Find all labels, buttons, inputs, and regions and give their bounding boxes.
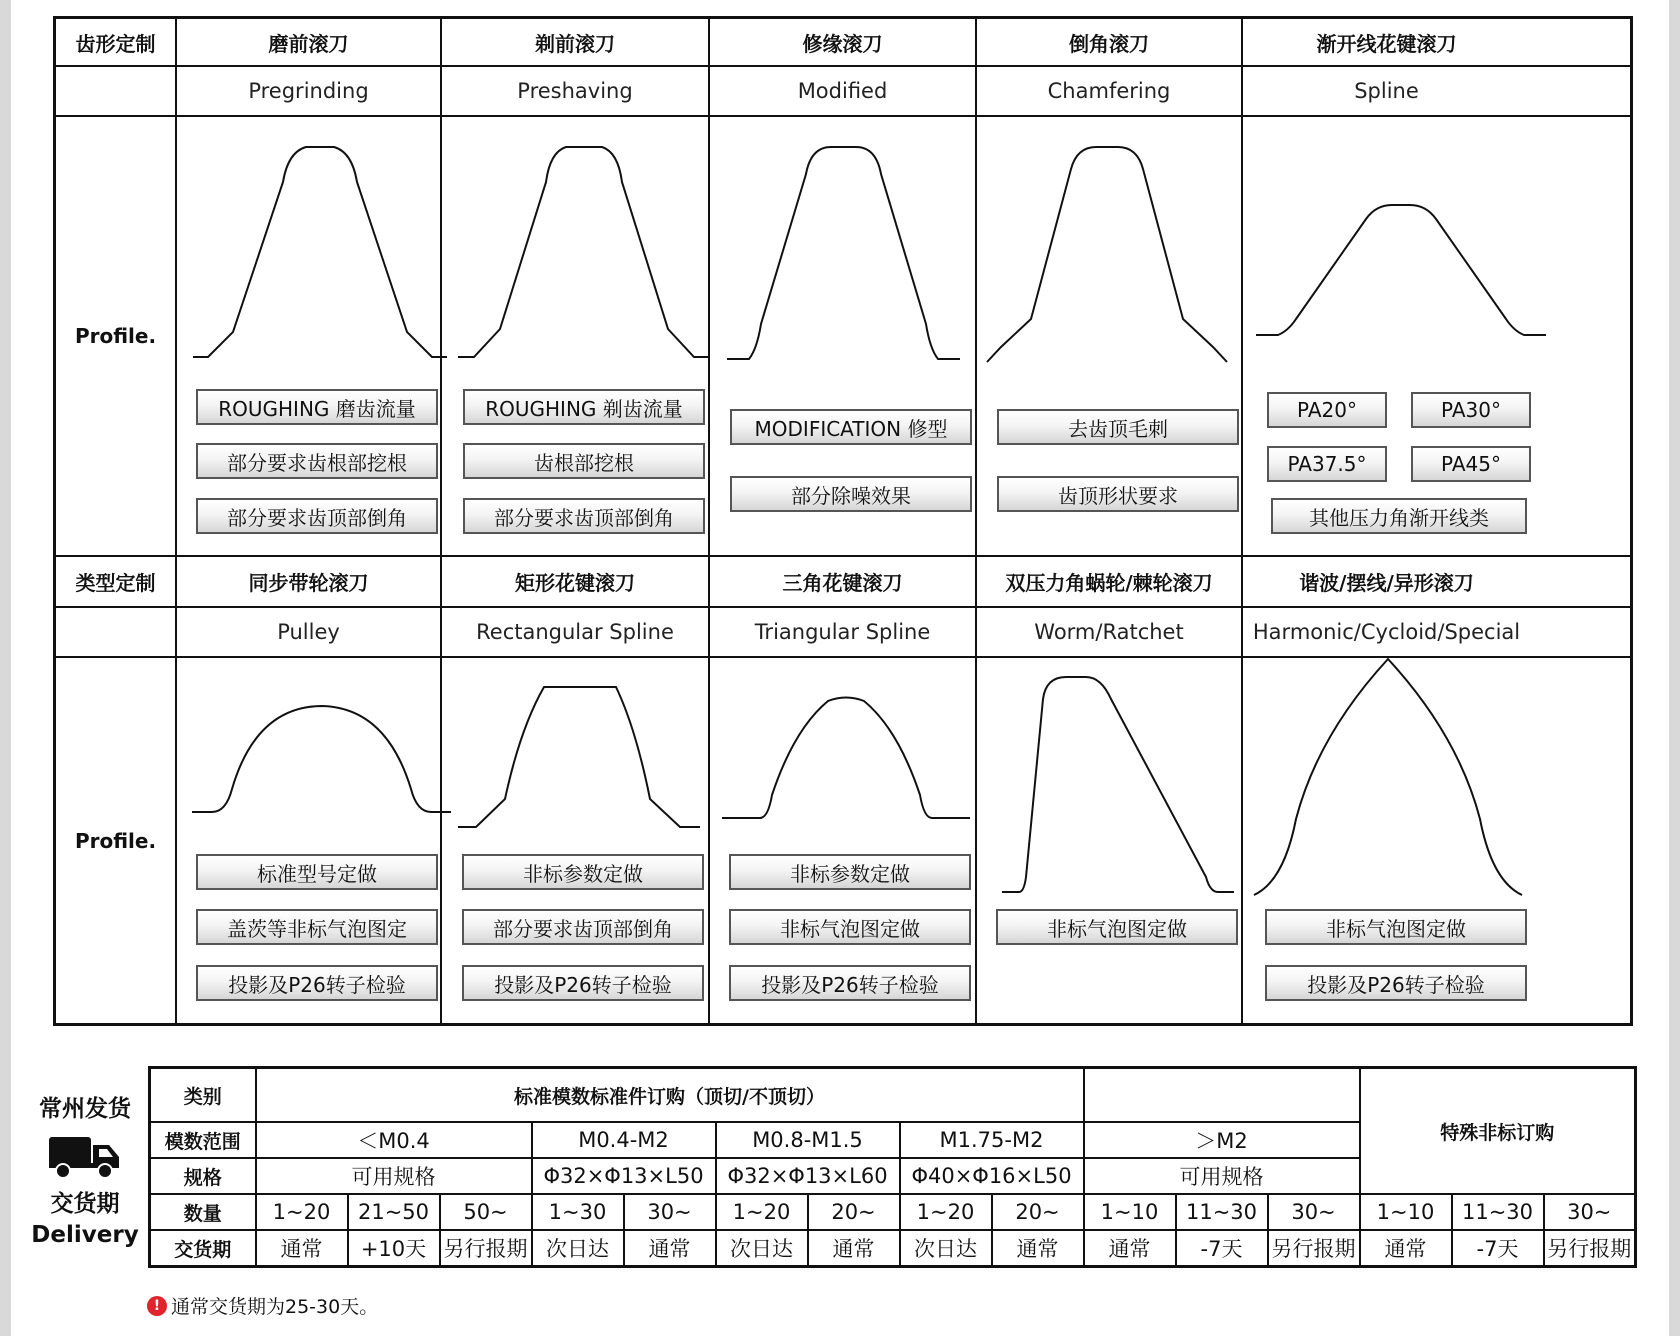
feature-tag: 部分要求齿顶部倒角 bbox=[463, 498, 705, 534]
row-head-type: 类型定制 bbox=[75, 571, 156, 595]
spec-cell: Φ32×Φ13×L50 bbox=[532, 1158, 716, 1194]
chamfering-profile bbox=[987, 147, 1227, 362]
qty-cell: 1~10 bbox=[1084, 1194, 1176, 1230]
qty-cell: 30~ bbox=[624, 1194, 716, 1230]
lead-cell: 次日达 bbox=[532, 1230, 624, 1267]
note-text: 通常交货期为25-30天。 bbox=[171, 1296, 379, 1318]
col-title-cn: 双压力角蜗轮/棘轮滚刀 bbox=[1005, 571, 1213, 595]
feature-tag: 标准型号定做 bbox=[196, 854, 438, 890]
col-title-en: Preshaving bbox=[517, 79, 633, 103]
th-standard-order: 标准模数标准件订购（顶切/不顶切） bbox=[256, 1068, 1084, 1123]
col-title-cn: 矩形花键滚刀 bbox=[515, 571, 635, 595]
module-cell: M0.8-M1.5 bbox=[716, 1122, 900, 1158]
qty-cell: 1~20 bbox=[716, 1194, 808, 1230]
feature-tag: 部分要求齿根部挖根 bbox=[196, 443, 438, 479]
worm-ratchet-profile bbox=[1002, 677, 1234, 892]
feature-tag: 部分要求齿顶部倒角 bbox=[196, 498, 438, 534]
lead-cell: 另行报期 bbox=[1268, 1230, 1360, 1267]
shipping-origin: 常州发货 bbox=[39, 1096, 131, 1122]
col-title-cn: 磨前滚刀 bbox=[268, 31, 349, 56]
qty-cell: 11~30 bbox=[1176, 1194, 1268, 1230]
feature-tag: ROUGHING 磨齿流量 bbox=[196, 389, 438, 425]
lead-cell: 通常 bbox=[624, 1230, 716, 1267]
pulley-profile bbox=[192, 706, 451, 812]
delivery-label-en: Delivery bbox=[31, 1222, 139, 1248]
feature-tag: 投影及P26转子检验 bbox=[462, 965, 704, 1001]
feature-tag: 部分除噪效果 bbox=[730, 476, 972, 512]
lead-cell: -7天 bbox=[1176, 1230, 1268, 1267]
qty-cell: 30~ bbox=[1544, 1194, 1636, 1230]
col-title-en: Spline bbox=[1354, 79, 1419, 103]
lead-cell: -7天 bbox=[1452, 1230, 1544, 1267]
col-title-en: Pulley bbox=[277, 620, 340, 644]
th-lead-time: 交货期 bbox=[150, 1230, 256, 1267]
lead-cell: +10天 bbox=[348, 1230, 440, 1267]
feature-tag: 投影及P26转子检验 bbox=[1265, 965, 1527, 1001]
col-title-en: Worm/Ratchet bbox=[1034, 620, 1184, 644]
th-module-range: 模数范围 bbox=[150, 1122, 256, 1158]
qty-cell: 1~20 bbox=[900, 1194, 992, 1230]
pressure-angle-tag: PA30° bbox=[1411, 392, 1531, 428]
lead-cell: 通常 bbox=[808, 1230, 900, 1267]
spec-cell: Φ32×Φ13×L60 bbox=[716, 1158, 900, 1194]
feature-tag: 其他压力角渐开线类 bbox=[1271, 498, 1527, 534]
lead-cell: 次日达 bbox=[900, 1230, 992, 1267]
module-cell: ＜M0.4 bbox=[256, 1122, 532, 1158]
lead-cell: 通常 bbox=[1360, 1230, 1452, 1267]
spec-cell: Φ40×Φ16×L50 bbox=[900, 1158, 1084, 1194]
col-title-en: Harmonic/Cycloid/Special bbox=[1252, 620, 1521, 644]
feature-tag: 去齿顶毛刺 bbox=[997, 409, 1239, 445]
qty-cell: 20~ bbox=[992, 1194, 1084, 1230]
qty-cell: 11~30 bbox=[1452, 1194, 1544, 1230]
special-profile bbox=[1254, 659, 1522, 895]
qty-cell: 1~10 bbox=[1360, 1194, 1452, 1230]
col-title-en: Pregrinding bbox=[248, 79, 369, 103]
module-cell: M1.75-M2 bbox=[900, 1122, 1084, 1158]
qty-cell: 50~ bbox=[440, 1194, 532, 1230]
feature-tag: 非标气泡图定做 bbox=[1265, 909, 1527, 945]
feature-tag: MODIFICATION 修型 bbox=[730, 409, 972, 445]
feature-tag: 非标气泡图定做 bbox=[996, 909, 1238, 945]
qty-cell: 1~20 bbox=[256, 1194, 348, 1230]
spec-cell: 可用规格 bbox=[256, 1158, 532, 1194]
profile-label: Profile. bbox=[74, 324, 157, 348]
lead-cell: 次日达 bbox=[716, 1230, 808, 1267]
triangular-spline-profile bbox=[722, 698, 970, 819]
feature-tag: 齿根部挖根 bbox=[463, 443, 705, 479]
pressure-angle-tag: PA20° bbox=[1267, 392, 1387, 428]
feature-tag: 盖茨等非标气泡图定 bbox=[196, 909, 438, 945]
modified-profile bbox=[727, 147, 960, 359]
preshaving-profile bbox=[458, 147, 710, 357]
alert-icon: ! bbox=[147, 1296, 167, 1316]
col-title-en: Modified bbox=[797, 79, 888, 103]
th-quantity: 数量 bbox=[150, 1194, 256, 1230]
col-title-cn: 三角花键滚刀 bbox=[782, 571, 903, 595]
lead-cell: 通常 bbox=[992, 1230, 1084, 1267]
col-title-cn: 剃前滚刀 bbox=[535, 31, 615, 56]
rect-spline-profile bbox=[458, 687, 700, 827]
truck-icon bbox=[47, 1133, 123, 1179]
shipping-badge bbox=[29, 1090, 141, 1248]
feature-tag: 非标参数定做 bbox=[462, 854, 704, 890]
spline-profile bbox=[1256, 205, 1546, 335]
qty-cell: 21~50 bbox=[348, 1194, 440, 1230]
feature-tag: 非标气泡图定做 bbox=[729, 909, 971, 945]
qty-cell: 1~30 bbox=[532, 1194, 624, 1230]
row-head-tooth-profile: 齿形定制 bbox=[75, 31, 156, 56]
module-cell: M0.4-M2 bbox=[532, 1122, 716, 1158]
th-category: 类别 bbox=[150, 1068, 256, 1123]
pressure-angle-tag: PA37.5° bbox=[1267, 446, 1387, 482]
qty-cell: 30~ bbox=[1268, 1194, 1360, 1230]
col-title-cn: 谐波/摆线/异形滚刀 bbox=[1299, 571, 1474, 595]
col-title-en: Chamfering bbox=[1047, 79, 1171, 103]
feature-tag: 齿顶形状要求 bbox=[997, 476, 1239, 512]
delivery-label-cn: 交货期 bbox=[50, 1191, 120, 1217]
th-blank bbox=[1084, 1068, 1360, 1123]
feature-tag: 投影及P26转子检验 bbox=[196, 965, 438, 1001]
product-sheet bbox=[11, 0, 1669, 1336]
col-title-cn: 修缘滚刀 bbox=[802, 31, 883, 56]
spec-cell: 可用规格 bbox=[1084, 1158, 1360, 1194]
lead-cell: 通常 bbox=[1084, 1230, 1176, 1267]
lead-time-note bbox=[147, 1292, 378, 1319]
pregrinding-profile bbox=[193, 147, 447, 357]
col-title-en: Rectangular Spline bbox=[476, 620, 674, 644]
th-special-order: 特殊非标订购 bbox=[1360, 1068, 1636, 1195]
feature-tag: 部分要求齿顶部倒角 bbox=[462, 909, 704, 945]
qty-cell: 20~ bbox=[808, 1194, 900, 1230]
col-title-cn: 渐开线花键滚刀 bbox=[1316, 31, 1457, 56]
feature-tag: ROUGHING 剃齿流量 bbox=[463, 389, 705, 425]
lead-cell: 通常 bbox=[256, 1230, 348, 1267]
th-spec: 规格 bbox=[150, 1158, 256, 1194]
lead-cell: 另行报期 bbox=[1544, 1230, 1636, 1267]
col-title-en: Triangular Spline bbox=[754, 620, 931, 644]
lead-cell: 另行报期 bbox=[440, 1230, 532, 1267]
feature-tag: 非标参数定做 bbox=[729, 854, 971, 890]
module-cell: ＞M2 bbox=[1084, 1122, 1360, 1158]
pressure-angle-tag: PA45° bbox=[1411, 446, 1531, 482]
profile-label: Profile. bbox=[74, 829, 157, 853]
hob-customization-grid bbox=[53, 16, 1633, 1026]
feature-tag: 投影及P26转子检验 bbox=[729, 965, 971, 1001]
delivery-table bbox=[148, 1066, 1637, 1268]
col-title-cn: 同步带轮滚刀 bbox=[248, 571, 369, 595]
col-title-cn: 倒角滚刀 bbox=[1069, 31, 1149, 56]
